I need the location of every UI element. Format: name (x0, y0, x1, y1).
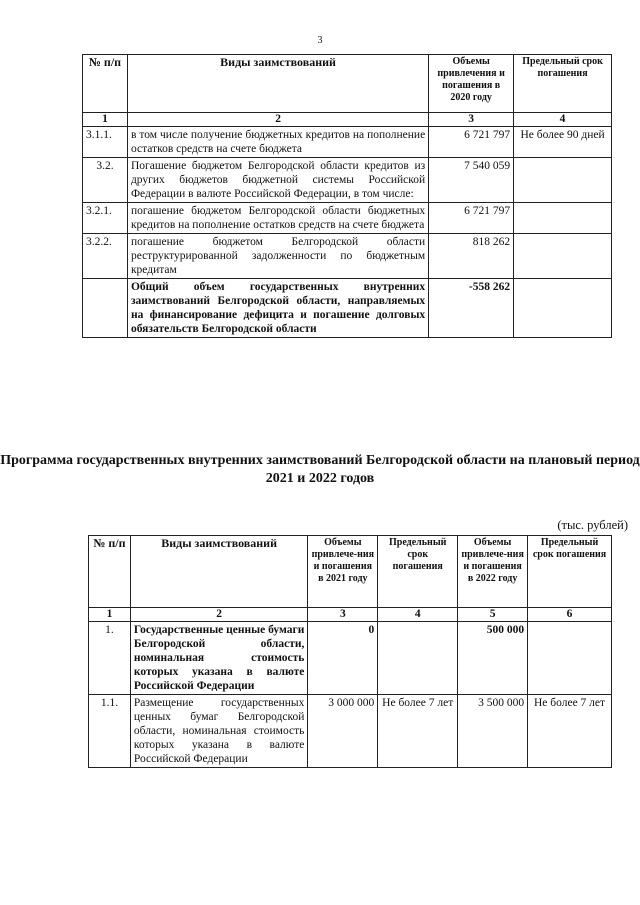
row-term: Не более 90 дней (514, 127, 612, 158)
row-term (514, 203, 612, 234)
column-number-row (83, 113, 612, 127)
row-number: 1. (89, 622, 131, 695)
col-number: 2 (130, 608, 307, 622)
table-header-row (83, 55, 612, 113)
header-amount-2021: Объемы привлече-ния и погашения в 2021 году (308, 536, 378, 608)
header-amount-2022: Объемы привлече-ния и погашения в 2022 году (458, 536, 528, 608)
row-term-2021 (378, 622, 458, 695)
col-number: 4 (514, 113, 612, 127)
col-number: 3 (308, 608, 378, 622)
col-number: 5 (458, 608, 528, 622)
row-amount-2021: 0 (308, 622, 378, 695)
row-description: Общий объем государственных внутренних заимствований Белгородской области, направляемых на финансирование дефицита и погашение долговых обязательств Белгородской области (127, 279, 428, 338)
row-description: погашение бюджетом Белгородской области реструктурированной задолженности по бюджетным кредитам (127, 234, 428, 279)
row-term (514, 279, 612, 338)
row-description: Государственные ценные бумаги Белгородской области, номинальная стоимость которых указана в валюте Российской Федерации (130, 622, 307, 695)
table-row (89, 622, 612, 695)
row-description: в том числе получение бюджетных кредитов на пополнение остатков средств на счете бюджета (127, 127, 428, 158)
table-row (83, 158, 612, 203)
row-number: 3.2.1. (83, 203, 128, 234)
borrowings-table-2021-2022 (88, 535, 612, 768)
row-amount-2022: 500 000 (458, 622, 528, 695)
table-row (83, 127, 612, 158)
row-amount-2021: 3 000 000 (308, 695, 378, 768)
row-amount: 818 262 (429, 234, 514, 279)
header-number: № п/п (89, 536, 131, 608)
header-amount: Объемы привлечения и погашения в 2020 году (429, 55, 514, 113)
row-number: 3.1.1. (83, 127, 128, 158)
table-row-total (83, 279, 612, 338)
row-number: 3.2. (83, 158, 128, 203)
table-row (83, 234, 612, 279)
header-term: Предельный срок погашения (514, 55, 612, 113)
col-number: 4 (378, 608, 458, 622)
header-kind: Виды заимствований (127, 55, 428, 113)
row-amount: 6 721 797 (429, 203, 514, 234)
row-number (83, 279, 128, 338)
unit-label: (тыс. рублей) (557, 518, 628, 532)
table-row (89, 695, 612, 768)
table-row (83, 203, 612, 234)
row-description: Погашение бюджетом Белгородской области кредитов из других бюджетов бюджетной системы Российской Федерации в валюте Российской Федерации, в том числе: (127, 158, 428, 203)
row-term-2022: Не более 7 лет (528, 695, 612, 768)
row-number: 1.1. (89, 695, 131, 768)
page-number: 3 (317, 35, 323, 46)
column-number-row (89, 608, 612, 622)
row-number: 3.2.2. (83, 234, 128, 279)
header-kind: Виды заимствований (130, 536, 307, 608)
row-term-2021: Не более 7 лет (378, 695, 458, 768)
header-number: № п/п (83, 55, 128, 113)
col-number: 2 (127, 113, 428, 127)
header-term-2021: Предельный срок погашения (378, 536, 458, 608)
borrowings-table-2020 (82, 54, 612, 338)
row-description: Размещение государственных ценных бумаг Белгородской области, номинальная стоимость которых указана в валюте Российской Федерации (130, 695, 307, 768)
col-number: 1 (89, 608, 131, 622)
col-number: 6 (528, 608, 612, 622)
col-number: 3 (429, 113, 514, 127)
col-number: 1 (83, 113, 128, 127)
header-term-2022: Предельный срок погашения (528, 536, 612, 608)
row-term (514, 158, 612, 203)
row-description: погашение бюджетом Белгородской области бюджетных кредитов на пополнение остатков средств на счете бюджета (127, 203, 428, 234)
row-term-2022 (528, 622, 612, 695)
table-header-row (89, 536, 612, 608)
row-amount: 6 721 797 (429, 127, 514, 158)
row-amount-2022: 3 500 000 (458, 695, 528, 768)
row-term (514, 234, 612, 279)
row-amount: 7 540 059 (429, 158, 514, 203)
section-title: Программа государственных внутренних заимствований Белгородской области на плановый период 2021 и 2022 годов (0, 453, 640, 486)
row-amount: -558 262 (429, 279, 514, 338)
